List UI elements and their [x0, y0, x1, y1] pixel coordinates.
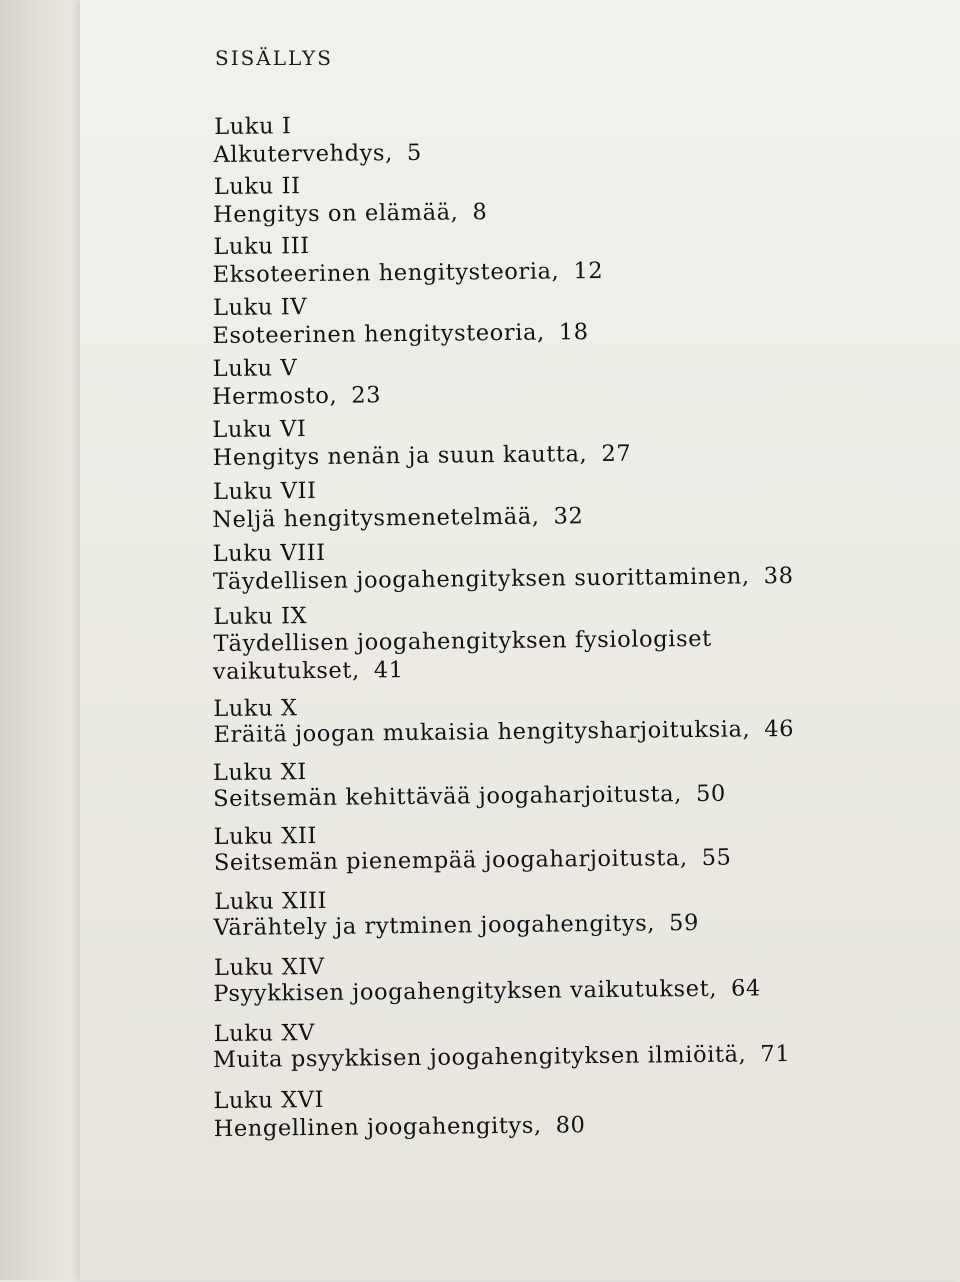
page-number: 12 [573, 257, 604, 285]
chapter-entry [213, 139, 422, 169]
chapter-title: Eräitä joogan mukaisia hengitysharjoituksia, [213, 716, 751, 749]
chapter-title: Hengitys on elämää, [212, 199, 459, 229]
chapter-label: Luku IX [213, 603, 308, 631]
chapter-title: Värähtely ja rytminen joogahengitys, [213, 910, 656, 942]
page-number: 64 [730, 975, 762, 1002]
page-title: SISÄLLYS [215, 46, 333, 70]
chapter-title: Esoteerinen hengitysteoria, [212, 319, 545, 350]
chapter-label: Luku III [213, 233, 310, 261]
chapter-title: Hengitys nenän ja suun kautta, [212, 441, 588, 472]
chapter-title: Alkutervehdys, [213, 140, 394, 169]
chapter-entry [212, 657, 404, 686]
chapter-label: Luku XIV [213, 953, 325, 982]
page-number: 38 [763, 562, 794, 590]
chapter-title: Eksoteerinen hengitysteoria, [212, 258, 560, 289]
chapter-entry [213, 1112, 586, 1143]
page-number: 50 [695, 780, 726, 807]
chapter-entry [213, 844, 732, 877]
chapter-title: Psyykkisen joogahengityksen vaikutukset, [213, 975, 718, 1008]
page-number: 18 [558, 319, 589, 346]
chapter-entry [211, 382, 382, 411]
chapter-label: Luku VIII [212, 539, 326, 568]
chapter-label: Luku XII [213, 822, 318, 851]
page-number: 46 [764, 715, 795, 743]
chapter-label: Luku VII [212, 477, 317, 506]
chapter-label: Luku XVI [213, 1086, 325, 1115]
chapter-title-continued: vaikutukset, [212, 657, 360, 686]
chapter-entry [213, 715, 795, 749]
chapter-title: Hengellinen joogahengitys, [213, 1112, 542, 1143]
chapter-entry [213, 975, 762, 1008]
chapter-label: Luku I [214, 113, 292, 141]
page-number: 27 [601, 440, 632, 467]
chapter-label: Luku XI [212, 759, 307, 787]
chapter-entry [212, 257, 604, 289]
chapter-title: Neljä hengitysmenetelmää, [212, 503, 540, 534]
page-number: 71 [760, 1041, 791, 1068]
chapter-title: Seitsemän pienempää joogaharjoitusta, [213, 845, 688, 877]
page-number: 80 [555, 1112, 586, 1139]
chapter-entry [212, 440, 632, 472]
page-number: 23 [351, 382, 382, 409]
chapter-entry [213, 780, 726, 813]
chapter-entry [213, 909, 700, 942]
chapter-label: Luku II [213, 173, 301, 201]
chapter-title: Muita psyykkisen joogahengityksen ilmiöitä, [212, 1041, 747, 1074]
page-number: 59 [668, 909, 700, 937]
chapter-title: Hermosto, [211, 382, 338, 411]
chapter-label: Luku XIII [214, 887, 328, 916]
page-number: 32 [553, 503, 584, 530]
chapter-entry [212, 319, 589, 350]
chapter-entry [212, 199, 488, 229]
chapter-title: Seitsemän kehittävää joogaharjoitusta, [213, 781, 683, 813]
chapter-entry [212, 562, 794, 596]
page-number: 41 [373, 657, 404, 684]
chapter-label: Luku VI [212, 416, 307, 444]
chapter-entry [212, 503, 584, 534]
chapter-label: Luku V [212, 355, 298, 383]
chapter-label: Luku IV [212, 294, 308, 322]
page-number: 8 [472, 199, 488, 226]
page-number: 55 [701, 844, 732, 871]
chapter-title: Täydellisen joogahengityksen fysiologiset [213, 625, 712, 658]
chapter-title: Täydellisen joogahengityksen suorittaminen, [212, 563, 750, 596]
chapter-entry [213, 1043, 790, 1072]
chapter-label: Luku XV [213, 1020, 315, 1048]
chapter-label: Luku X [213, 695, 298, 723]
page-number: 5 [406, 139, 422, 166]
